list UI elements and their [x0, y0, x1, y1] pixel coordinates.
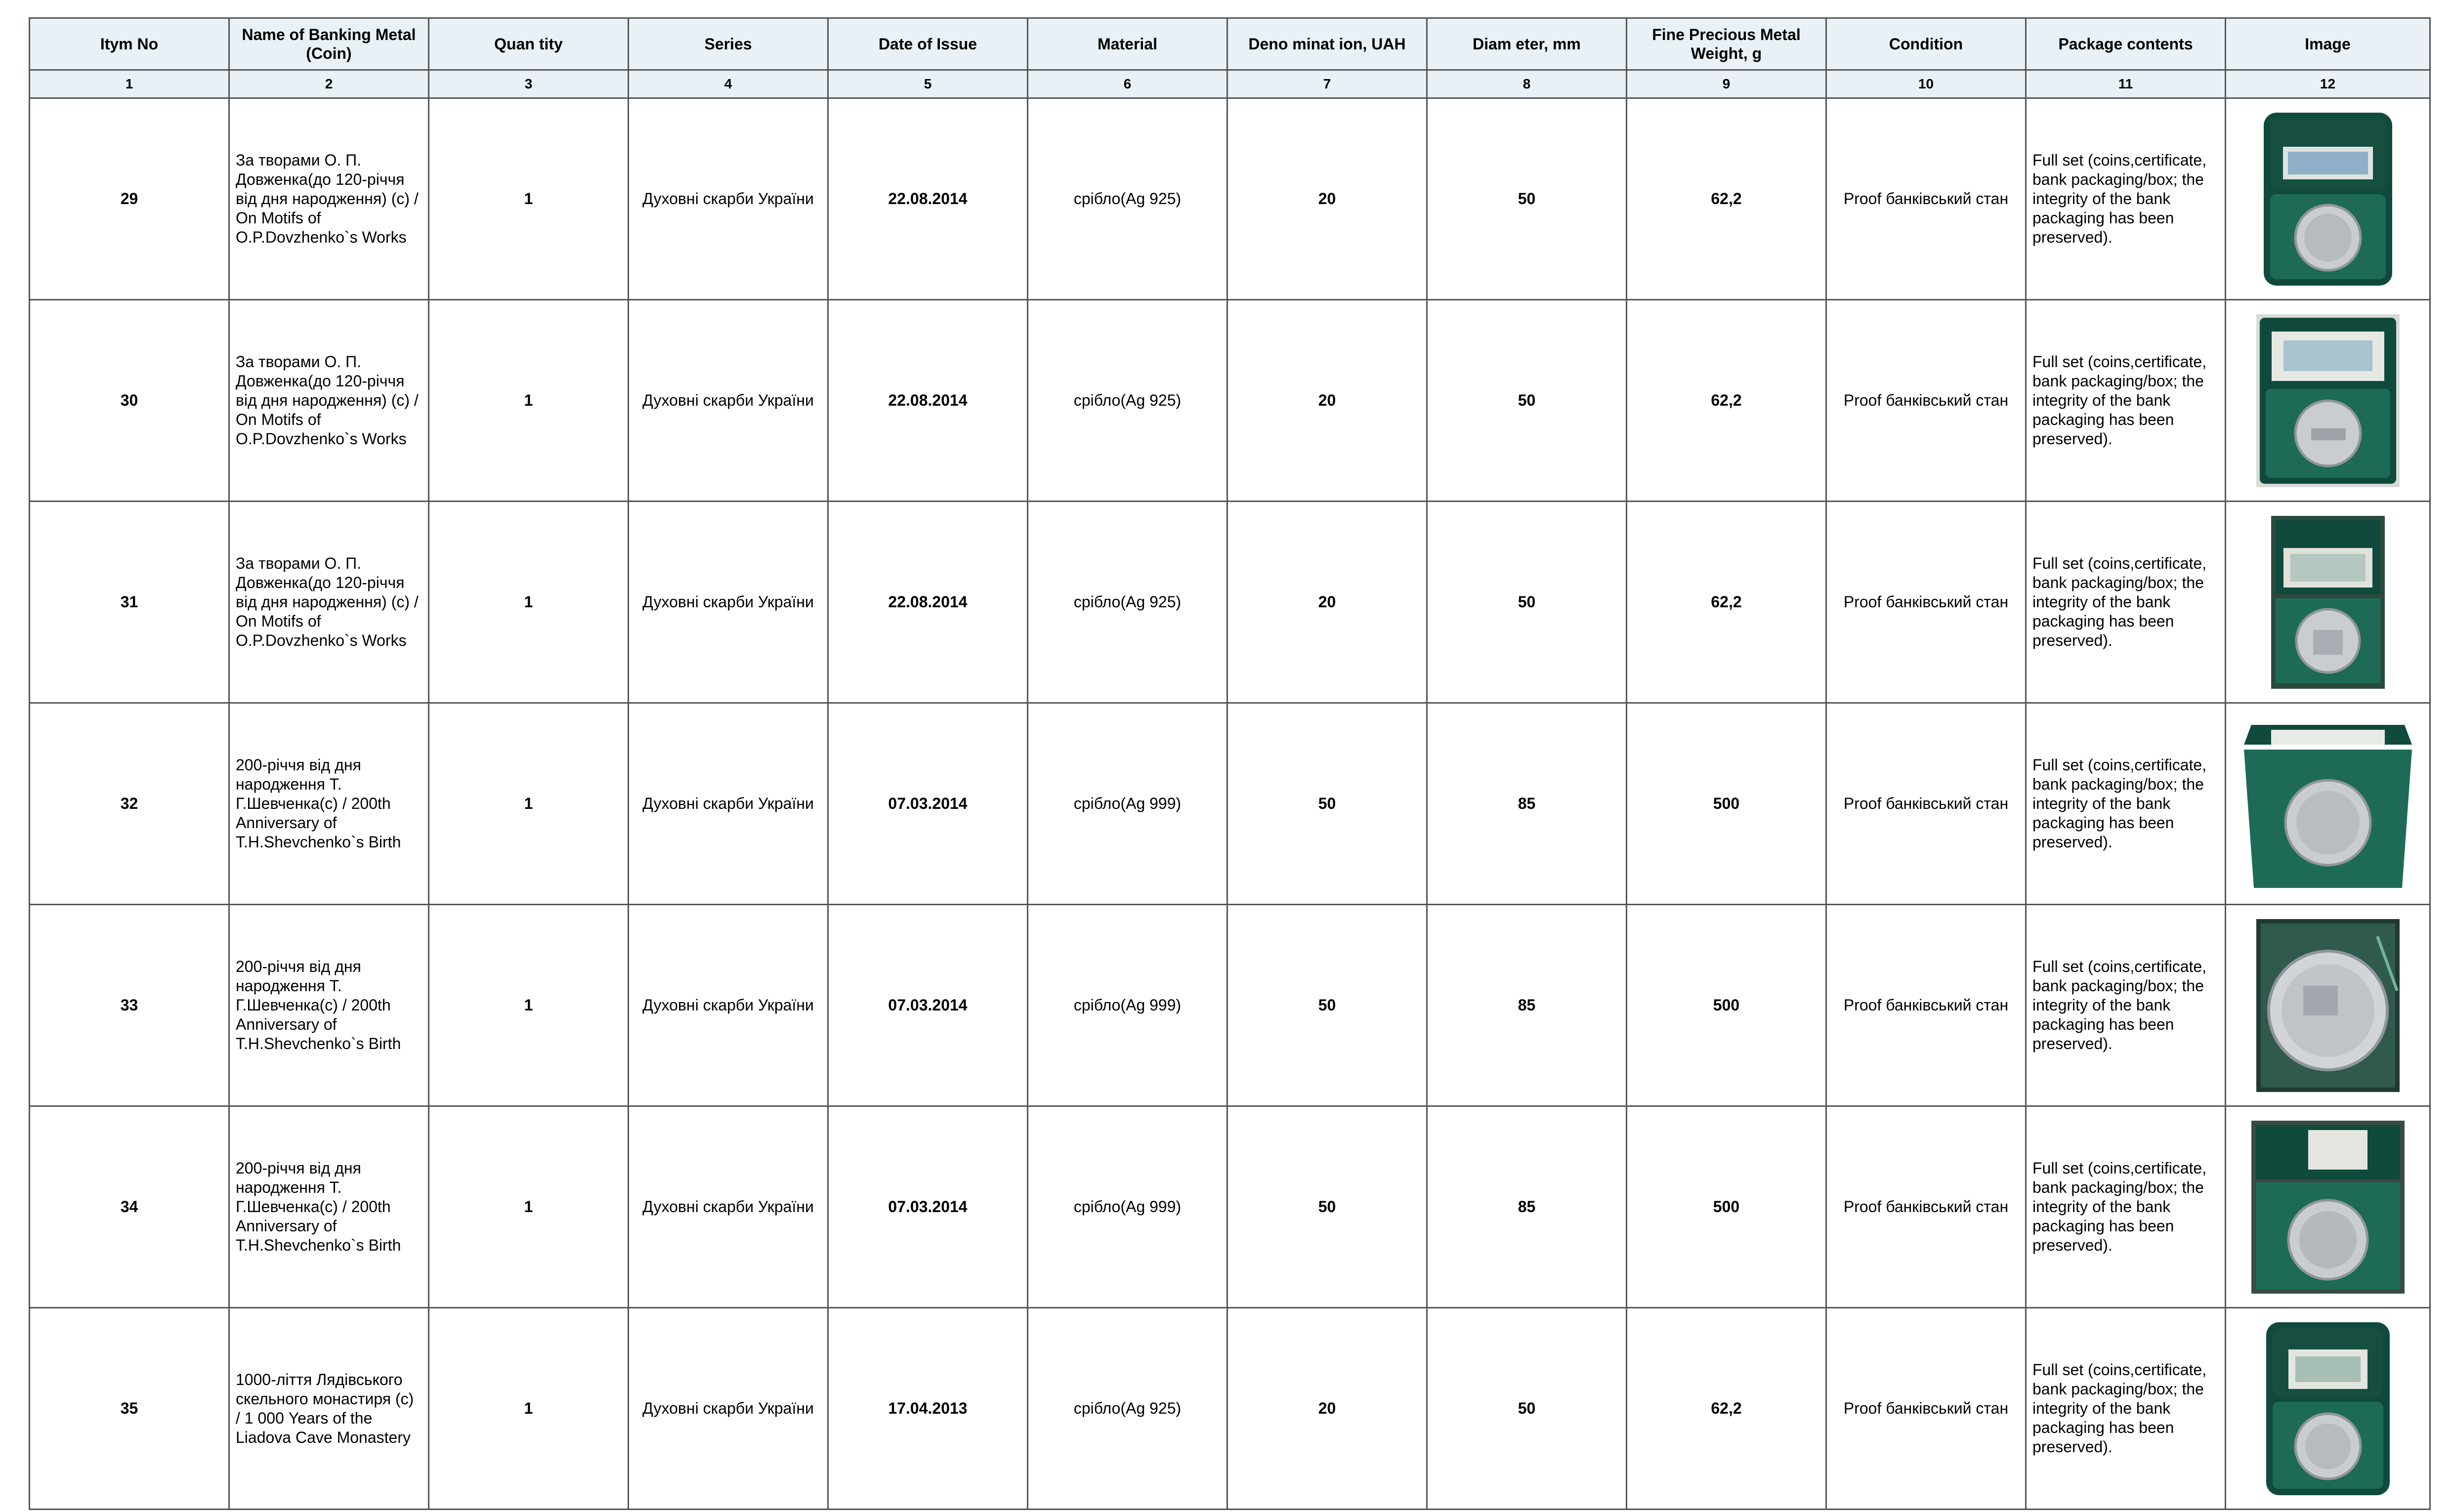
coin-image-cell	[2226, 1106, 2430, 1308]
diameter-cell: 50	[1427, 502, 1627, 703]
diameter-cell: 85	[1427, 1106, 1627, 1308]
column-header-series: Series	[629, 18, 828, 70]
column-number: 2	[229, 70, 429, 98]
condition-cell: Proof банківський стан	[1826, 502, 2026, 703]
table-row	[30, 98, 2430, 300]
coin-box-photo-icon	[2254, 312, 2402, 490]
denomination-cell: 20	[1227, 502, 1427, 703]
table-row	[30, 703, 2430, 905]
series-cell: Духовні скарби України	[629, 1106, 828, 1308]
denomination-cell: 20	[1227, 98, 1427, 300]
item-number-cell: 34	[30, 1106, 229, 1308]
condition-cell: Proof банківський стан	[1826, 905, 2026, 1106]
column-number: 1	[30, 70, 229, 98]
item-number-cell: 33	[30, 905, 229, 1106]
item-number-cell: 31	[30, 502, 229, 703]
issue-date-cell: 07.03.2014	[828, 905, 1028, 1106]
denomination-cell: 50	[1227, 905, 1427, 1106]
item-number-cell: 30	[30, 300, 229, 502]
diameter-cell: 85	[1427, 905, 1627, 1106]
diameter-cell: 50	[1427, 98, 1627, 300]
item-number-cell: 35	[30, 1308, 229, 1510]
table-row	[30, 502, 2430, 703]
coin-image-cell	[2226, 300, 2430, 502]
material-cell: срібло(Ag 999)	[1028, 905, 1227, 1106]
coin-box-photo-icon	[2249, 1118, 2407, 1296]
issue-date-cell: 17.04.2013	[828, 1308, 1028, 1510]
table-row	[30, 300, 2430, 502]
quantity-cell: 1	[429, 300, 629, 502]
issue-date-cell: 22.08.2014	[828, 98, 1028, 300]
quantity-cell: 1	[429, 905, 629, 1106]
diameter-cell: 50	[1427, 300, 1627, 502]
issue-date-cell: 07.03.2014	[828, 703, 1028, 905]
series-cell: Духовні скарби України	[629, 1308, 828, 1510]
coin-name-cell: 200-річчя від дня народження Т. Г.Шевченка(с) / 200th Anniversary of T.H.Shevchenko`s Birth	[229, 905, 429, 1106]
column-header-date: Date of Issue	[828, 18, 1028, 70]
coin-image-cell	[2226, 703, 2430, 905]
coin-name-cell: За творами О. П. Довженка(до 120-річчя від дня народження) (с) / On Motifs of O.P.Dovzhenko`s Works	[229, 300, 429, 502]
series-cell: Духовні скарби України	[629, 502, 828, 703]
column-header-quantity: Quan tity	[429, 18, 629, 70]
coin-box-photo-icon	[2269, 513, 2387, 691]
condition-cell: Proof банківський стан	[1826, 300, 2026, 502]
column-number: 3	[429, 70, 629, 98]
column-header-denomination: Deno minat ion, UAH	[1227, 18, 1427, 70]
item-number-cell: 29	[30, 98, 229, 300]
diameter-cell: 85	[1427, 703, 1627, 905]
weight-cell: 62,2	[1627, 300, 1826, 502]
header-row	[30, 18, 2430, 70]
table-row	[30, 905, 2430, 1106]
column-header-condition: Condition	[1826, 18, 2026, 70]
column-number: 8	[1427, 70, 1627, 98]
coin-name-cell: 1000-ліття Лядівського скельного монастиря (с) / 1 000 Years of the Liadova Cave Monastery	[229, 1308, 429, 1510]
series-cell: Духовні скарби України	[629, 300, 828, 502]
coin-name-cell: За творами О. П. Довженка(до 120-річчя від дня народження) (с) / On Motifs of O.P.Dovzhenko`s Works	[229, 98, 429, 300]
issue-date-cell: 22.08.2014	[828, 300, 1028, 502]
coin-image-cell	[2226, 905, 2430, 1106]
denomination-cell: 20	[1227, 300, 1427, 502]
series-cell: Духовні скарби України	[629, 98, 828, 300]
quantity-cell: 1	[429, 502, 629, 703]
denomination-cell: 50	[1227, 1106, 1427, 1308]
package-contents-cell: Full set (coins,certificate, bank packaging/box; the integrity of the bank packaging has been preserved).	[2026, 98, 2226, 300]
denomination-cell: 50	[1227, 703, 1427, 905]
coin-name-cell: За творами О. П. Довженка(до 120-річчя від дня народження) (с) / On Motifs of O.P.Dovzhenko`s Works	[229, 502, 429, 703]
issue-date-cell: 07.03.2014	[828, 1106, 1028, 1308]
column-header-package: Package contents	[2026, 18, 2226, 70]
package-contents-cell: Full set (coins,certificate, bank packaging/box; the integrity of the bank packaging has been preserved).	[2026, 502, 2226, 703]
denomination-cell: 20	[1227, 1308, 1427, 1510]
material-cell: срібло(Ag 925)	[1028, 98, 1227, 300]
column-number-row	[30, 70, 2430, 98]
weight-cell: 62,2	[1627, 98, 1826, 300]
condition-cell: Proof банківський стан	[1826, 1308, 2026, 1510]
column-number: 7	[1227, 70, 1427, 98]
weight-cell: 500	[1627, 905, 1826, 1106]
weight-cell: 62,2	[1627, 502, 1826, 703]
weight-cell: 500	[1627, 703, 1826, 905]
quantity-cell: 1	[429, 1308, 629, 1510]
column-number: 12	[2226, 70, 2430, 98]
column-number: 5	[828, 70, 1028, 98]
coin-name-cell: 200-річчя від дня народження Т. Г.Шевченка(с) / 200th Anniversary of T.H.Shevchenko`s Birth	[229, 1106, 429, 1308]
material-cell: срібло(Ag 925)	[1028, 502, 1227, 703]
package-contents-cell: Full set (coins,certificate, bank packaging/box; the integrity of the bank packaging has been preserved).	[2026, 703, 2226, 905]
quantity-cell: 1	[429, 703, 629, 905]
weight-cell: 62,2	[1627, 1308, 1826, 1510]
package-contents-cell: Full set (coins,certificate, bank packaging/box; the integrity of the bank packaging has been preserved).	[2026, 300, 2226, 502]
coin-image-cell	[2226, 1308, 2430, 1510]
column-header-weight: Fine Precious Metal Weight, g	[1627, 18, 1826, 70]
column-header-name: Name of Banking Metal (Coin)	[229, 18, 429, 70]
column-number: 4	[629, 70, 828, 98]
coin-image-cell	[2226, 98, 2430, 300]
package-contents-cell: Full set (coins,certificate, bank packaging/box; the integrity of the bank packaging has been preserved).	[2026, 905, 2226, 1106]
column-number: 11	[2026, 70, 2226, 98]
quantity-cell: 1	[429, 98, 629, 300]
package-contents-cell: Full set (coins,certificate, bank packaging/box; the integrity of the bank packaging has been preserved).	[2026, 1106, 2226, 1308]
column-number: 10	[1826, 70, 2026, 98]
column-header-item-no: Itym No	[30, 18, 229, 70]
coin-box-photo-icon	[2261, 110, 2395, 288]
coin-box-photo-icon	[2264, 1320, 2392, 1498]
column-number: 6	[1028, 70, 1227, 98]
weight-cell: 500	[1627, 1106, 1826, 1308]
column-header-material: Material	[1028, 18, 1227, 70]
table-row	[30, 1106, 2430, 1308]
material-cell: срібло(Ag 925)	[1028, 300, 1227, 502]
condition-cell: Proof банківський стан	[1826, 98, 2026, 300]
column-number: 9	[1627, 70, 1826, 98]
quantity-cell: 1	[429, 1106, 629, 1308]
table-row	[30, 1308, 2430, 1510]
coin-inventory-table	[29, 17, 2431, 1510]
item-number-cell: 32	[30, 703, 229, 905]
package-contents-cell: Full set (coins,certificate, bank packaging/box; the integrity of the bank packaging has been preserved).	[2026, 1308, 2226, 1510]
series-cell: Духовні скарби України	[629, 703, 828, 905]
condition-cell: Proof банківський стан	[1826, 1106, 2026, 1308]
coin-inventory-sheet	[29, 17, 2429, 1510]
condition-cell: Proof банківський стан	[1826, 703, 2026, 905]
material-cell: срібло(Ag 925)	[1028, 1308, 1227, 1510]
series-cell: Духовні скарби України	[629, 905, 828, 1106]
column-header-diameter: Diam eter, mm	[1427, 18, 1627, 70]
issue-date-cell: 22.08.2014	[828, 502, 1028, 703]
coin-image-cell	[2226, 502, 2430, 703]
coin-box-photo-icon	[2254, 917, 2402, 1094]
material-cell: срібло(Ag 999)	[1028, 703, 1227, 905]
material-cell: срібло(Ag 999)	[1028, 1106, 1227, 1308]
coin-name-cell: 200-річчя від дня народження Т. Г.Шевченка(с) / 200th Anniversary of T.H.Shevchenko`s Birth	[229, 703, 429, 905]
coin-box-photo-icon	[2241, 715, 2414, 893]
diameter-cell: 50	[1427, 1308, 1627, 1510]
column-header-image: Image	[2226, 18, 2430, 70]
